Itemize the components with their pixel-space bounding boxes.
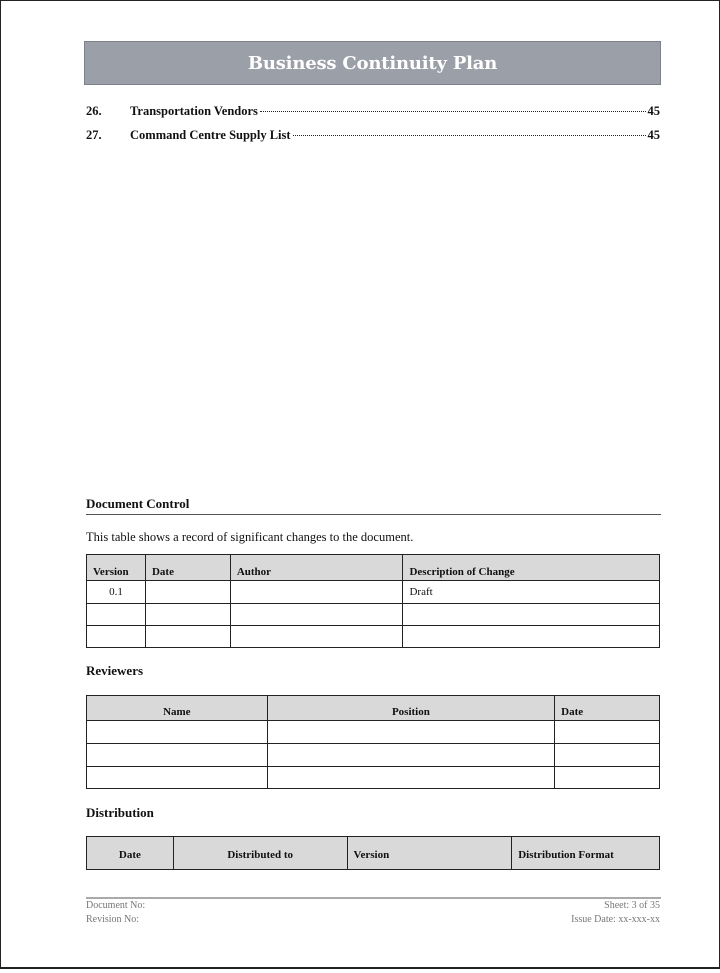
cell-date[interactable] <box>145 581 230 604</box>
distribution-heading: Distribution <box>86 805 154 820</box>
cell-version[interactable] <box>87 626 146 648</box>
table-row <box>87 626 660 648</box>
footer-divider <box>86 897 661 899</box>
cell-date[interactable] <box>555 721 660 744</box>
cell-version[interactable] <box>87 604 146 626</box>
toc-page-number: 45 <box>647 104 660 118</box>
toc-entry[interactable] <box>86 128 660 146</box>
cell-date[interactable] <box>555 744 660 767</box>
toc-page-number: 45 <box>647 128 660 142</box>
column-header-author: Author <box>230 555 403 581</box>
table-row <box>87 767 660 789</box>
column-header-version: Version <box>347 837 512 870</box>
cell-version[interactable]: 0.1 <box>87 581 146 604</box>
cell-position[interactable] <box>267 744 554 767</box>
table-header-row <box>87 837 660 870</box>
column-header-distributed-to: Distributed to <box>173 837 347 870</box>
table-row <box>87 744 660 767</box>
cell-author[interactable] <box>230 626 403 648</box>
cell-description[interactable] <box>403 604 660 626</box>
toc-leader-dots <box>260 111 646 112</box>
reviewers-heading: Reviewers <box>86 663 144 678</box>
cell-description[interactable] <box>403 626 660 648</box>
distribution-table <box>86 836 660 870</box>
cell-author[interactable] <box>230 581 403 604</box>
table-header-row <box>87 555 660 581</box>
document-title: Business Continuity Plan <box>247 52 498 74</box>
document-control-table <box>86 554 660 648</box>
cell-position[interactable] <box>267 721 554 744</box>
toc-leader-dots <box>293 135 646 136</box>
toc-title: Transportation Vendors <box>130 104 258 118</box>
cell-date[interactable] <box>145 604 230 626</box>
table-row <box>87 604 660 626</box>
table-row <box>87 721 660 744</box>
cell-date[interactable] <box>145 626 230 648</box>
footer-sheet-number: Sheet: 3 of 35 <box>604 900 660 911</box>
toc-title: Command Centre Supply List <box>130 128 291 142</box>
cell-position[interactable] <box>267 767 554 789</box>
toc-number: 27. <box>86 128 102 142</box>
reviewers-table <box>86 695 660 789</box>
cell-name[interactable] <box>87 744 268 767</box>
document-control-intro: This table shows a record of significant changes to the document. <box>86 530 414 544</box>
column-header-name: Name <box>87 696 268 721</box>
cell-date[interactable] <box>555 767 660 789</box>
column-header-date: Date <box>555 696 660 721</box>
cell-name[interactable] <box>87 767 268 789</box>
section-divider <box>86 514 661 515</box>
footer-document-no: Document No: <box>86 900 146 911</box>
table-row <box>87 581 660 604</box>
column-header-distribution-format: Distribution Format <box>512 837 660 870</box>
column-header-version: Version <box>87 555 146 581</box>
column-header-date: Date <box>87 837 174 870</box>
toc-entry[interactable] <box>86 104 660 122</box>
column-header-position: Position <box>267 696 554 721</box>
toc-number: 26. <box>86 104 102 118</box>
document-control-heading: Document Control <box>86 496 190 511</box>
document-header-band <box>84 41 661 85</box>
table-header-row <box>87 696 660 721</box>
cell-description[interactable]: Draft <box>403 581 660 604</box>
column-header-description: Description of Change <box>403 555 660 581</box>
footer-issue-date: Issue Date: xx-xxx-xx <box>571 914 660 925</box>
cell-author[interactable] <box>230 604 403 626</box>
footer-revision-no: Revision No: <box>86 914 140 925</box>
cell-name[interactable] <box>87 721 268 744</box>
column-header-date: Date <box>145 555 230 581</box>
